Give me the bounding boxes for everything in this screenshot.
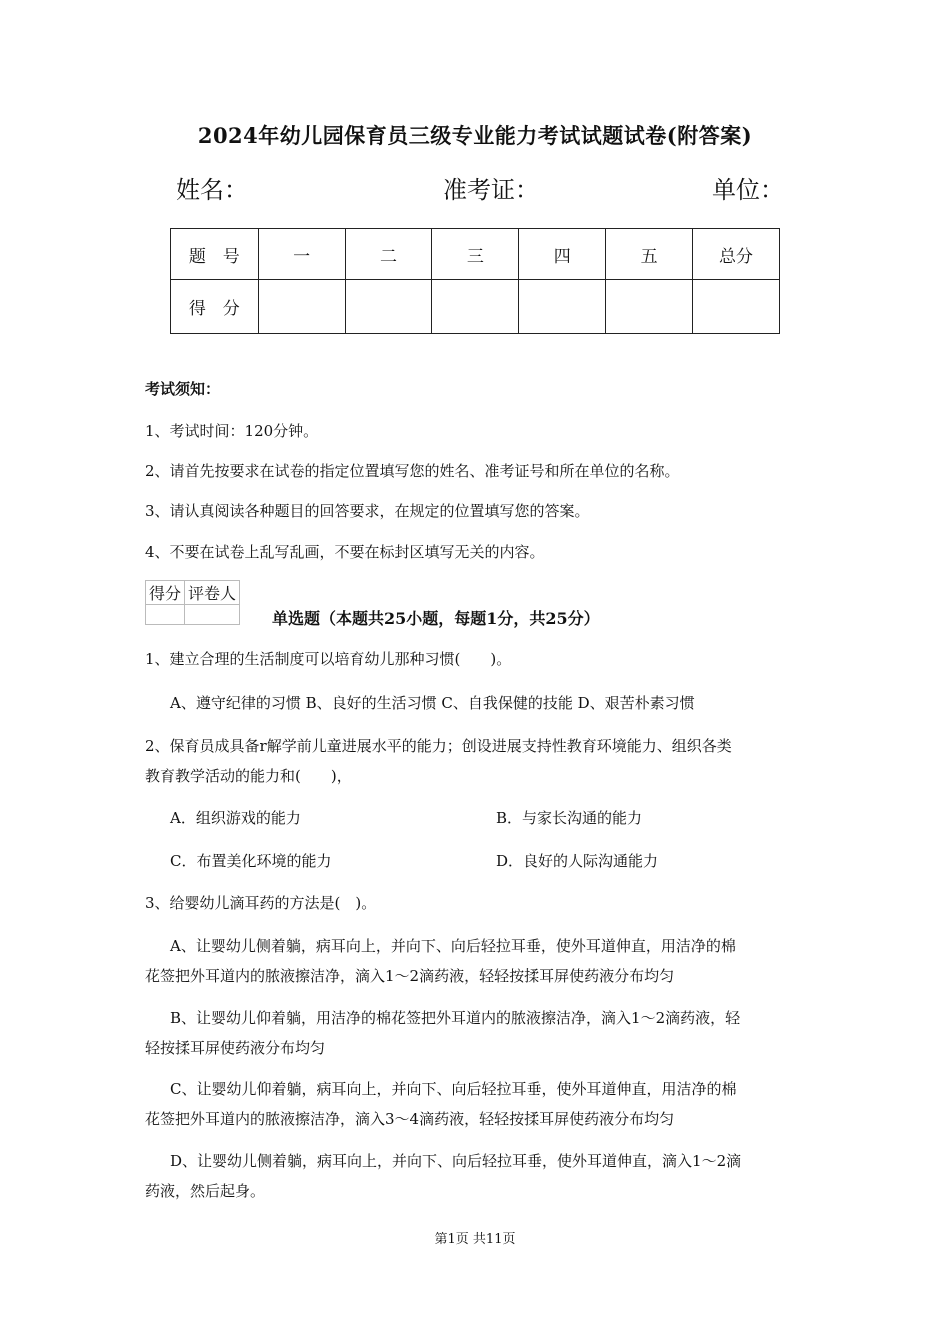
question-3-option-b-line: 轻按揉耳屏使药液分布均匀	[145, 1039, 326, 1057]
question-2-stem-line: 教育教学活动的能力和( )，	[145, 767, 352, 785]
page-footer: 第1页 共11页	[434, 1232, 516, 1247]
score-header-cell: 二	[345, 229, 432, 280]
question-2-option-d: D．良好的人际沟通能力	[496, 852, 659, 870]
score-header-cell: 一	[258, 229, 345, 280]
question-3-option-d	[145, 1146, 810, 1206]
score-cell[interactable]	[258, 280, 345, 334]
score-table-score-row	[171, 280, 780, 334]
score-header-cell: 总分	[693, 229, 780, 280]
section-title: 单选题（本题共25小题，每题1分，共25分）	[272, 609, 600, 628]
question-3-option-c	[145, 1074, 810, 1134]
grader-score-label: 得分	[146, 581, 185, 605]
question-2-option-a: A．组织游戏的能力	[170, 809, 301, 827]
score-cell[interactable]	[432, 280, 519, 334]
question-1-stem: 1、建立合理的生活制度可以培育幼儿那种习惯( )。	[145, 650, 512, 668]
unit-field-label: 单位：	[712, 176, 784, 204]
score-table-header-row	[171, 229, 780, 280]
score-cell[interactable]	[606, 280, 693, 334]
score-row-label: 得 分	[171, 280, 259, 334]
exam-number-field-label: 准考证：	[443, 176, 539, 204]
question-3-option-a	[145, 931, 810, 991]
grader-box	[145, 580, 240, 625]
notice-item: 4、不要在试卷上乱写乱画，不要在标封区填写无关的内容。	[145, 543, 545, 561]
score-header-cell: 题 号	[171, 229, 259, 280]
score-cell[interactable]	[519, 280, 606, 334]
notice-item: 1、考试时间：120分钟。	[145, 422, 319, 440]
question-2-stem-line: 2、保育员成具备r解学前儿童进展水平的能力；创设进展支持性教育环境能力、组织各类	[145, 737, 732, 755]
question-3-option-c-line: C、让婴幼儿仰着躺，病耳向上，并向下、向后轻拉耳垂，使外耳道伸直，用洁净的棉	[170, 1080, 737, 1098]
score-cell[interactable]	[693, 280, 780, 334]
question-2-option-b: B．与家长沟通的能力	[496, 809, 643, 827]
question-3-option-a-line: 花签把外耳道内的脓液擦洁净，滴入1～2滴药液，轻轻按揉耳屏使药液分布均匀	[145, 967, 675, 985]
name-field-label: 姓名：	[176, 176, 248, 204]
question-3-option-c-line: 花签把外耳道内的脓液擦洁净，滴入3～4滴药液，轻轻按揉耳屏使药液分布均匀	[145, 1110, 675, 1128]
notice-item: 2、请首先按要求在试卷的指定位置填写您的姓名、准考证号和所在单位的名称。	[145, 462, 680, 480]
score-header-cell: 五	[606, 229, 693, 280]
question-3-option-a-line: A、让婴幼儿侧着躺，病耳向上，并向下、向后轻拉耳垂，使外耳道伸直，用洁净的棉	[170, 937, 736, 955]
question-3-option-b	[145, 1003, 810, 1063]
score-header-cell: 三	[432, 229, 519, 280]
question-3-stem: 3、给婴幼儿滴耳药的方法是( )。	[145, 894, 377, 912]
notice-heading: 考试须知：	[145, 380, 221, 398]
page-title: 2024年幼儿园保育员三级专业能力考试试题试卷(附答案)	[197, 123, 753, 148]
question-1-options: A、遵守纪律的习惯 B、良好的生活习惯 C、自我保健的技能 D、艰苦朴素习惯	[170, 694, 695, 712]
question-3-option-d-line: D、让婴幼儿侧着躺，病耳向上，并向下、向后轻拉耳垂，使外耳道伸直，滴入1～2滴	[170, 1152, 742, 1170]
score-cell[interactable]	[345, 280, 432, 334]
question-3-option-b-line: B、让婴幼儿仰着躺，用洁净的棉花签把外耳道内的脓液擦洁净，滴入1～2滴药液，轻	[170, 1009, 741, 1027]
score-table	[170, 228, 780, 334]
question-2-stem	[145, 731, 810, 791]
score-header-cell: 四	[519, 229, 606, 280]
question-3-option-d-line: 药液，然后起身。	[145, 1182, 266, 1200]
grader-name-label: 评卷人	[185, 581, 240, 605]
question-2-option-c: C．布置美化环境的能力	[170, 852, 332, 870]
notice-item: 3、请认真阅读各种题目的回答要求，在规定的位置填写您的答案。	[145, 502, 590, 520]
grader-score-cell[interactable]	[146, 605, 185, 625]
grader-name-cell[interactable]	[185, 605, 240, 625]
